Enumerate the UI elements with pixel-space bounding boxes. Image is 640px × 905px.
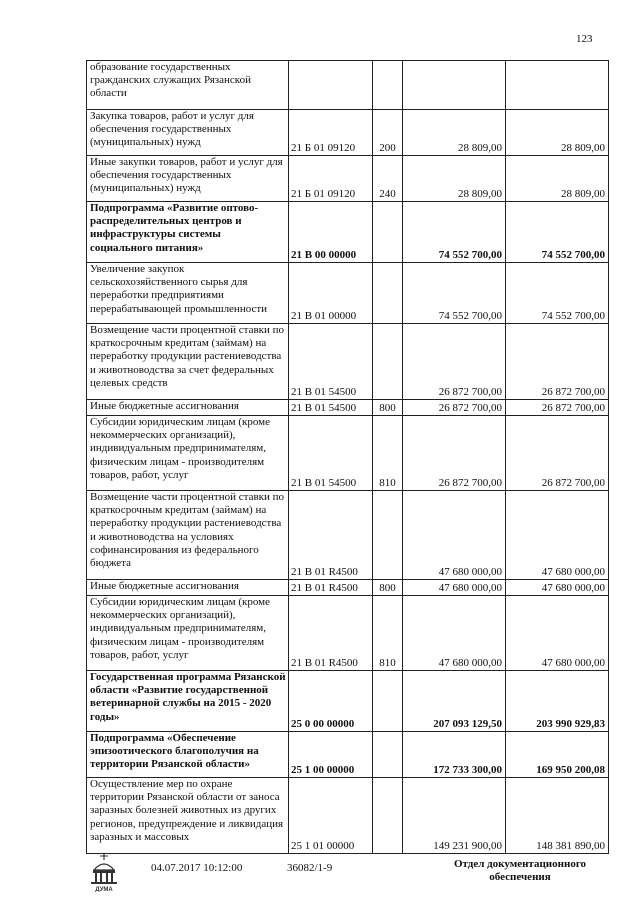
row-sum-2018: 47 680 000,00 [403,596,506,671]
row-sum-2019: 28 809,00 [506,156,609,202]
row-name: Иные бюджетные ассигнования [87,400,289,416]
row-name: Возмещение части процентной ставки по краткосрочным кредитам (займам) на переработку продукции растениеводства и животноводства на условиях софинансирования из федерального бюджета [87,491,289,580]
row-name: Подпрограмма «Развитие оптово-распределительных центров и инфраструктуры системы социального питания» [87,202,289,263]
row-sum-2019: 148 381 890,00 [506,778,609,854]
table-row [87,491,609,580]
row-vr [373,263,403,324]
row-code: 21 В 01 54500 [289,400,373,416]
table-row [87,671,609,732]
table-row [87,778,609,854]
table-row [87,110,609,156]
table-row [87,580,609,596]
row-code: 21 В 01 54500 [289,324,373,400]
row-name: Закупка товаров, работ и услуг для обеспечения государственных (муниципальных) нужд [87,110,289,156]
row-vr [373,732,403,778]
row-code: 21 В 01 00000 [289,263,373,324]
budget-table [86,60,609,854]
row-sum-2018: 74 552 700,00 [403,263,506,324]
table-row [87,61,609,110]
row-name: Иные закупки товаров, работ и услуг для обеспечения государственных (муниципальных) нужд [87,156,289,202]
row-sum-2019 [506,61,609,110]
row-name: Субсидии юридическим лицам (кроме некоммерческих организаций), индивидуальным предпринимателям, физическим лицам - производителям товаров, работ, услуг [87,596,289,671]
row-vr [373,324,403,400]
row-vr: 240 [373,156,403,202]
row-sum-2018: 47 680 000,00 [403,491,506,580]
footer-doc-id: 36082/1-9 [287,862,333,874]
row-code: 21 В 01 54500 [289,416,373,491]
row-name: Возмещение части процентной ставки по краткосрочным кредитам (займам) на переработку продукции растениеводства и животноводства за счет федеральных целевых средств [87,324,289,400]
row-sum-2018: 207 093 129,50 [403,671,506,732]
row-sum-2019: 28 809,00 [506,110,609,156]
table-row [87,400,609,416]
table-row [87,596,609,671]
row-vr [373,61,403,110]
row-code [289,61,373,110]
row-sum-2018: 172 733 300,00 [403,732,506,778]
row-vr: 810 [373,416,403,491]
row-sum-2018: 74 552 700,00 [403,202,506,263]
row-code: 21 В 01 R4500 [289,580,373,596]
row-sum-2019: 47 680 000,00 [506,491,609,580]
table-row [87,324,609,400]
row-code: 21 Б 01 09120 [289,110,373,156]
row-sum-2018: 26 872 700,00 [403,324,506,400]
row-sum-2018: 28 809,00 [403,156,506,202]
row-vr: 200 [373,110,403,156]
row-sum-2018: 26 872 700,00 [403,416,506,491]
row-sum-2018: 149 231 900,00 [403,778,506,854]
row-sum-2018: 26 872 700,00 [403,400,506,416]
row-name: Субсидии юридическим лицам (кроме некоммерческих организаций), индивидуальным предпринимателям, физическим лицам - производителям товаров, работ, услуг [87,416,289,491]
table-row [87,732,609,778]
row-code: 21 В 01 R4500 [289,596,373,671]
row-sum-2019: 26 872 700,00 [506,324,609,400]
page-number: 123 [576,33,593,45]
row-name: образование государственных гражданских служащих Рязанской области [87,61,289,110]
row-code: 25 1 01 00000 [289,778,373,854]
row-vr: 800 [373,400,403,416]
row-vr: 810 [373,596,403,671]
row-sum-2019: 169 950 200,08 [506,732,609,778]
row-name: Иные бюджетные ассигнования [87,580,289,596]
row-sum-2018 [403,61,506,110]
row-name: Осуществление мер по охране территории Рязанской области от заноса заразных болезней животных из других регионов, предупреждение и ликвидация заразных и массовых [87,778,289,854]
row-name: Подпрограмма «Обеспечение эпизоотического благополучия на территории Рязанской области» [87,732,289,778]
row-code: 21 Б 01 09120 [289,156,373,202]
table-row [87,156,609,202]
table-row [87,416,609,491]
footer-datetime: 04.07.2017 10:12:00 [151,862,243,874]
footer-department: Отдел документационного обеспечения [453,858,587,883]
row-sum-2018: 28 809,00 [403,110,506,156]
row-sum-2019: 26 872 700,00 [506,416,609,491]
logo-text: ДУМА [95,887,113,892]
row-vr [373,671,403,732]
row-sum-2019: 47 680 000,00 [506,580,609,596]
row-sum-2019: 74 552 700,00 [506,202,609,263]
row-name: Государственная программа Рязанской области «Развитие государственной ветеринарной службы на 2015 - 2020 годы» [87,671,289,732]
duma-logo [88,852,120,892]
row-name: Увеличение закупок сельскохозяйственного сырья для переработки предприятиями перерабатывающей промышленности [87,263,289,324]
table-row [87,263,609,324]
table-row [87,202,609,263]
row-vr [373,202,403,263]
row-code: 21 В 00 00000 [289,202,373,263]
row-sum-2019: 74 552 700,00 [506,263,609,324]
row-sum-2019: 203 990 929,83 [506,671,609,732]
row-sum-2019: 47 680 000,00 [506,596,609,671]
row-sum-2019: 26 872 700,00 [506,400,609,416]
row-sum-2018: 47 680 000,00 [403,580,506,596]
row-code: 25 0 00 00000 [289,671,373,732]
row-code: 21 В 01 R4500 [289,491,373,580]
row-vr [373,491,403,580]
row-vr [373,778,403,854]
row-code: 25 1 00 00000 [289,732,373,778]
row-vr: 800 [373,580,403,596]
